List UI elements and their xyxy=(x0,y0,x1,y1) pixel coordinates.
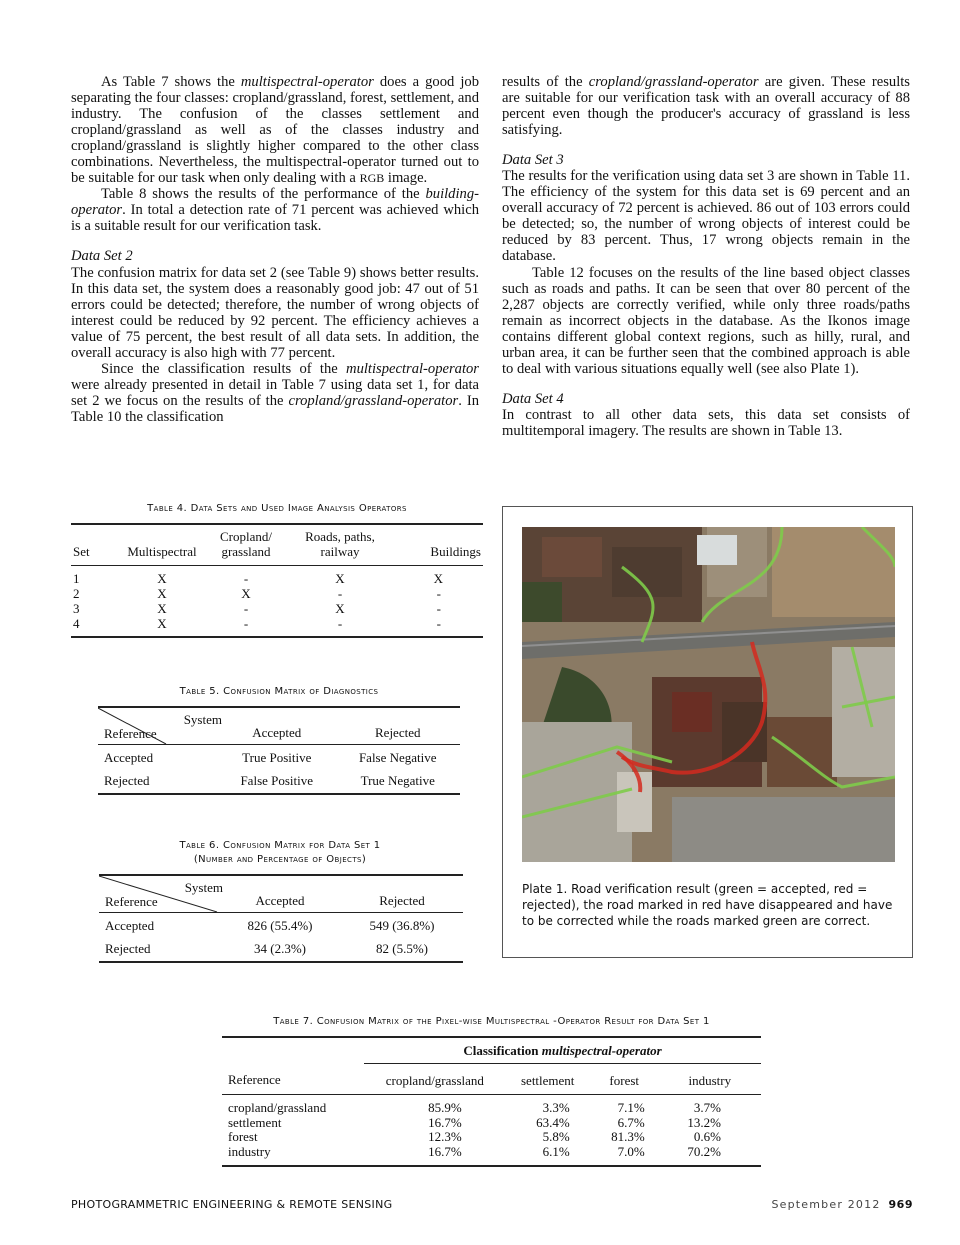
table-row xyxy=(222,1145,761,1167)
paragraph: Since the classification results of the multispectral-operator were already presented in detail in Table 7 using data set 1, for data set 2 we focus on the results of the cropland/grassland-operator. In Table 10 the classification xyxy=(71,360,479,425)
plate1-caption: Plate 1. Road verification result (green = accepted, red = rejected), the road marked in red have disappeared and have to be corrected while the roads marked green are correct. xyxy=(522,882,893,928)
table-cell: industry xyxy=(228,1143,271,1159)
classification-header: Classification multispectral-operator xyxy=(364,1037,761,1063)
urban-area xyxy=(672,797,895,862)
table-cell: X xyxy=(335,571,345,586)
table-cell: 6.7% xyxy=(617,1114,645,1130)
table-cell: - xyxy=(337,616,343,631)
table-cell: X xyxy=(157,601,167,616)
table-cell: cropland/grassland xyxy=(228,1100,327,1115)
diagonal-header-cell xyxy=(99,875,223,913)
table-cell: X xyxy=(241,586,251,601)
table-header: Rejected xyxy=(341,875,463,913)
reference-label: Reference xyxy=(104,726,157,741)
table-header: Cropland/ grassland xyxy=(209,524,283,566)
table-cell: True Positive xyxy=(242,750,312,765)
table-cell: 85.9% xyxy=(428,1100,462,1115)
table-cell: True Negative xyxy=(360,773,435,788)
table-cell: - xyxy=(436,616,441,631)
table-cell: 16.7% xyxy=(428,1143,462,1159)
urban-area xyxy=(832,647,895,777)
table-cell: Rejected xyxy=(105,941,151,956)
field xyxy=(542,537,602,577)
table-cell: Accepted xyxy=(105,918,155,933)
table-cell: X xyxy=(157,586,167,601)
table-cell: X xyxy=(433,571,443,586)
table-row xyxy=(98,745,460,770)
table-cell: 70.2% xyxy=(687,1143,721,1159)
table-cell: 34 (2.3%) xyxy=(254,941,306,956)
table-cell: - xyxy=(243,601,249,616)
table-cell: Rejected xyxy=(104,773,150,788)
table-cell: 0.6% xyxy=(693,1129,721,1144)
table-header: Multispectral xyxy=(115,524,209,566)
table-cell: 63.4% xyxy=(536,1114,570,1130)
paragraph: As Table 7 shows the multispectral-operator does a good job separating the four classes: cropland/grassland, forest, settlement, and industry. The confusion of the classes settlement and cropland/grassland as well as of the classes industry and cropland/grassland is slightly higher compared to the other class combinations. Nevertheless, the multispectral-operator turned out to be suitable for our task when only dealing with a RGB image. xyxy=(71,74,479,187)
table-row xyxy=(222,1095,761,1116)
table-cell: settlement xyxy=(228,1114,282,1130)
paragraph: The results for the verification using data set 3 are shown in Table 11. The efficiency of the system for this data set is 69 percent and an overall accuracy of 72 percent is achieved. 86 out of 103 errors could be detected; so, the number of wrong objects of interest could be reduced by 83 percent. Thus, 17 wrong objects remain in the database. xyxy=(502,168,910,265)
table-header: industry xyxy=(659,1063,761,1095)
table-cell: 5.8% xyxy=(542,1129,570,1144)
table-cell: forest xyxy=(228,1129,258,1144)
table-row xyxy=(71,616,483,637)
table7 xyxy=(222,1036,761,1167)
table-cell: 6.1% xyxy=(542,1143,570,1159)
field xyxy=(522,582,562,622)
table6-caption-line2: (Number and Percentage of Objects) xyxy=(193,854,367,865)
table-cell: 7.0% xyxy=(617,1143,645,1159)
right-column xyxy=(502,74,910,439)
table-header-row xyxy=(99,875,463,913)
table-header: settlement xyxy=(506,1063,590,1095)
diagonal-header-cell xyxy=(98,707,222,745)
paragraph: Table 8 shows the results of the performance of the building-operator. In total a detection rate of 71 percent was achieved which is a suitable result for our verification task. xyxy=(71,186,479,235)
page-number: 969 xyxy=(888,1198,913,1211)
table-header-row xyxy=(71,524,483,566)
journal-name: PHOTOGRAMMETRIC ENGINEERING & REMOTE SENSING xyxy=(71,1198,393,1211)
table-cell: - xyxy=(436,601,441,616)
table-cell: - xyxy=(243,616,249,631)
table-header: Accepted xyxy=(219,875,341,913)
table4 xyxy=(71,523,483,638)
table-cell: 3 xyxy=(73,601,80,616)
issue-date: September 2012 xyxy=(771,1198,881,1211)
table-cell: - xyxy=(243,571,249,586)
paragraph: results of the cropland/grassland-operator are given. These results are suitable for our verification task with an overall accuracy of 88 percent even though the producer's accuracy of grassland is less satisfying. xyxy=(502,74,910,139)
plate1-figure xyxy=(502,506,913,958)
table-header: forest xyxy=(590,1063,659,1095)
table-header: Reference xyxy=(222,1063,364,1095)
table-cell: False Positive xyxy=(240,773,314,788)
table-cell: 12.3% xyxy=(428,1129,462,1144)
table-cell: X xyxy=(157,616,167,631)
system-label: System xyxy=(183,712,222,727)
table-cell: X xyxy=(335,601,345,616)
table6 xyxy=(99,874,463,963)
page-footer-right xyxy=(771,1198,913,1211)
table-cell: - xyxy=(337,586,343,601)
table-cell: 2 xyxy=(73,586,80,601)
classification-header-row xyxy=(222,1037,761,1063)
table-cell: 7.1% xyxy=(617,1100,645,1115)
paragraph: Table 12 focuses on the results of the line based object classes such as roads and paths. It can be seen that over 80 percent of the 2,287 objects are correctly verified, while only three roads/paths remain as incorrect objects in the database. As the Ikonos image contains different global context regions, such as hilly, rural, and urban area, it can be further seen that the combined approach is able to deal with various situations equally well (see also Plate 1). xyxy=(502,264,910,377)
system-label: System xyxy=(184,880,223,895)
table-cell: False Negative xyxy=(358,750,437,765)
building-roof xyxy=(697,535,737,565)
table-header-row xyxy=(98,707,460,745)
table5-caption: Table 5. Confusion Matrix of Diagnostics xyxy=(179,686,379,697)
table-row xyxy=(99,913,463,938)
paragraph: In contrast to all other data sets, this data set consists of multitemporal imagery. The results are shown in Table 13. xyxy=(502,406,910,439)
table-cell: 3.7% xyxy=(693,1100,721,1115)
table-header-row xyxy=(222,1063,761,1095)
table-cell: 1 xyxy=(73,571,80,586)
table-header: Set xyxy=(71,524,115,566)
table-header: Buildings xyxy=(397,524,483,566)
section-heading: Data Set 3 xyxy=(502,152,564,169)
table-cell: 16.7% xyxy=(428,1114,462,1130)
table-row xyxy=(71,566,483,587)
field xyxy=(722,702,767,762)
table-row xyxy=(71,586,483,601)
table7-caption: Table 7. Confusion Matrix of the Pixel-wise Multispectral -Operator Result for Data Set 1 xyxy=(273,1016,710,1027)
table-row xyxy=(71,601,483,616)
table-cell: 826 (55.4%) xyxy=(247,918,313,933)
table-cell: 549 (36.8%) xyxy=(369,918,435,933)
table-cell: X xyxy=(157,571,167,586)
section-heading: Data Set 2 xyxy=(71,248,133,265)
field xyxy=(672,692,712,732)
table-header: cropland/grassland xyxy=(364,1063,506,1095)
table-header: Accepted xyxy=(218,707,336,745)
table4-caption: Table 4. Data Sets and Used Image Analysis Operators xyxy=(147,503,407,514)
table-header: Roads, paths, railway xyxy=(283,524,397,566)
table-row xyxy=(98,769,460,794)
aerial-image xyxy=(522,527,895,862)
reference-label: Reference xyxy=(105,894,158,909)
table-cell: 81.3% xyxy=(611,1129,645,1144)
table-row xyxy=(222,1130,761,1145)
table-row xyxy=(222,1116,761,1131)
section-heading: Data Set 4 xyxy=(502,390,564,407)
table6-caption xyxy=(99,839,461,867)
table-cell: 3.3% xyxy=(542,1100,570,1115)
table-row xyxy=(99,937,463,962)
left-column xyxy=(71,74,479,425)
paragraph: The confusion matrix for data set 2 (see Table 9) shows better results. In this data set, the system does a reasonably good job: 47 out of 51 errors could be detected; therefore, the number of wrong objects of interest could be reduced by 92 percent. The efficiency achieves a value of 75 percent, the best result of all data sets. In addition, the overall accuracy is also high with 77 percent. xyxy=(71,264,479,361)
table-cell: 4 xyxy=(73,616,80,631)
table5 xyxy=(98,706,460,795)
table-cell: 13.2% xyxy=(687,1114,721,1130)
building-block xyxy=(617,772,652,832)
table-cell: Accepted xyxy=(104,750,154,765)
table-cell: 82 (5.5%) xyxy=(376,941,428,956)
table-cell: - xyxy=(436,586,441,601)
table-header: Rejected xyxy=(336,707,461,745)
spacer-cell xyxy=(222,1037,364,1063)
table6-caption-line1: Table 6. Confusion Matrix for Data Set 1 xyxy=(179,840,381,851)
